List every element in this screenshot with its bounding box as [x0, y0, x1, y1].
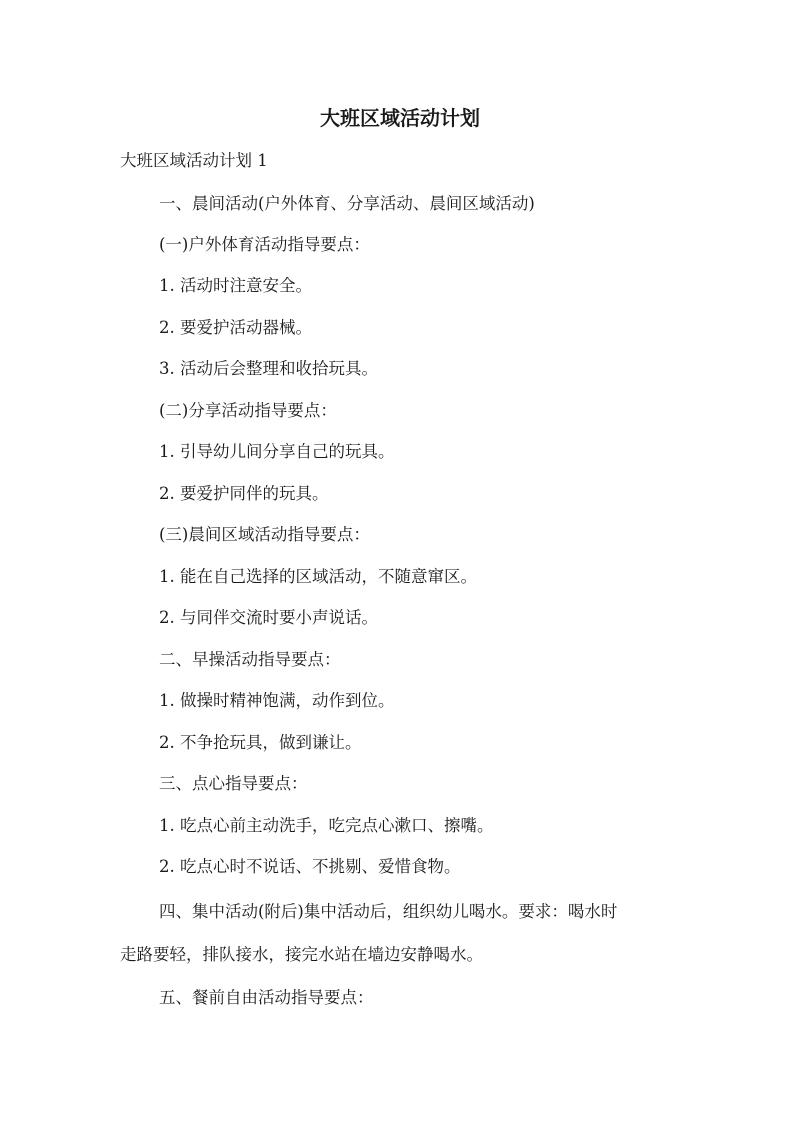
paragraph-line: 四、集中活动(附后)集中活动后，组织幼儿喝水。要求：喝水时: [159, 902, 618, 921]
paragraph-line: 二、早操活动指导要点：: [159, 650, 341, 669]
paragraph-line: (二)分享活动指导要点：: [159, 401, 337, 420]
paragraph-line: (三)晨间区域活动指导要点：: [159, 525, 370, 544]
list-item: 2. 要爱护活动器械。: [159, 318, 312, 337]
list-item: 1. 引导幼儿间分享自己的玩具。: [159, 442, 395, 461]
paragraph-line: 三、点心指导要点：: [159, 774, 308, 793]
list-item: 3. 活动后会整理和收拾玩具。: [159, 359, 378, 378]
list-item: 1. 吃点心前主动洗手，吃完点心漱口、擦嘴。: [159, 816, 494, 835]
list-item: 2. 要爱护同伴的玩具。: [159, 484, 329, 503]
paragraph-line: 一、晨间活动(户外体育、分享活动、晨间区域活动): [159, 194, 535, 213]
list-item: 2. 不争抢玩具，做到谦让。: [159, 733, 362, 752]
section-heading: 大班区域活动计划 1: [120, 151, 268, 170]
list-item: 2. 与同伴交流时要小声说话。: [159, 608, 378, 627]
paragraph-line: 走路要轻，排队接水，接完水站在墙边安静喝水。: [120, 945, 483, 964]
list-item: 1. 能在自己选择的区域活动，不随意窜区。: [159, 567, 477, 586]
paragraph-line: (一)户外体育活动指导要点：: [159, 235, 370, 254]
list-item: 1. 做操时精神饱满，动作到位。: [159, 691, 395, 710]
document-title: 大班区域活动计划: [320, 106, 480, 130]
list-item: 1. 活动时注意安全。: [159, 276, 312, 295]
paragraph-line: 五、餐前自由活动指导要点：: [159, 988, 374, 1007]
list-item: 2. 吃点心时不说话、不挑剔、爱惜食物。: [159, 857, 461, 876]
